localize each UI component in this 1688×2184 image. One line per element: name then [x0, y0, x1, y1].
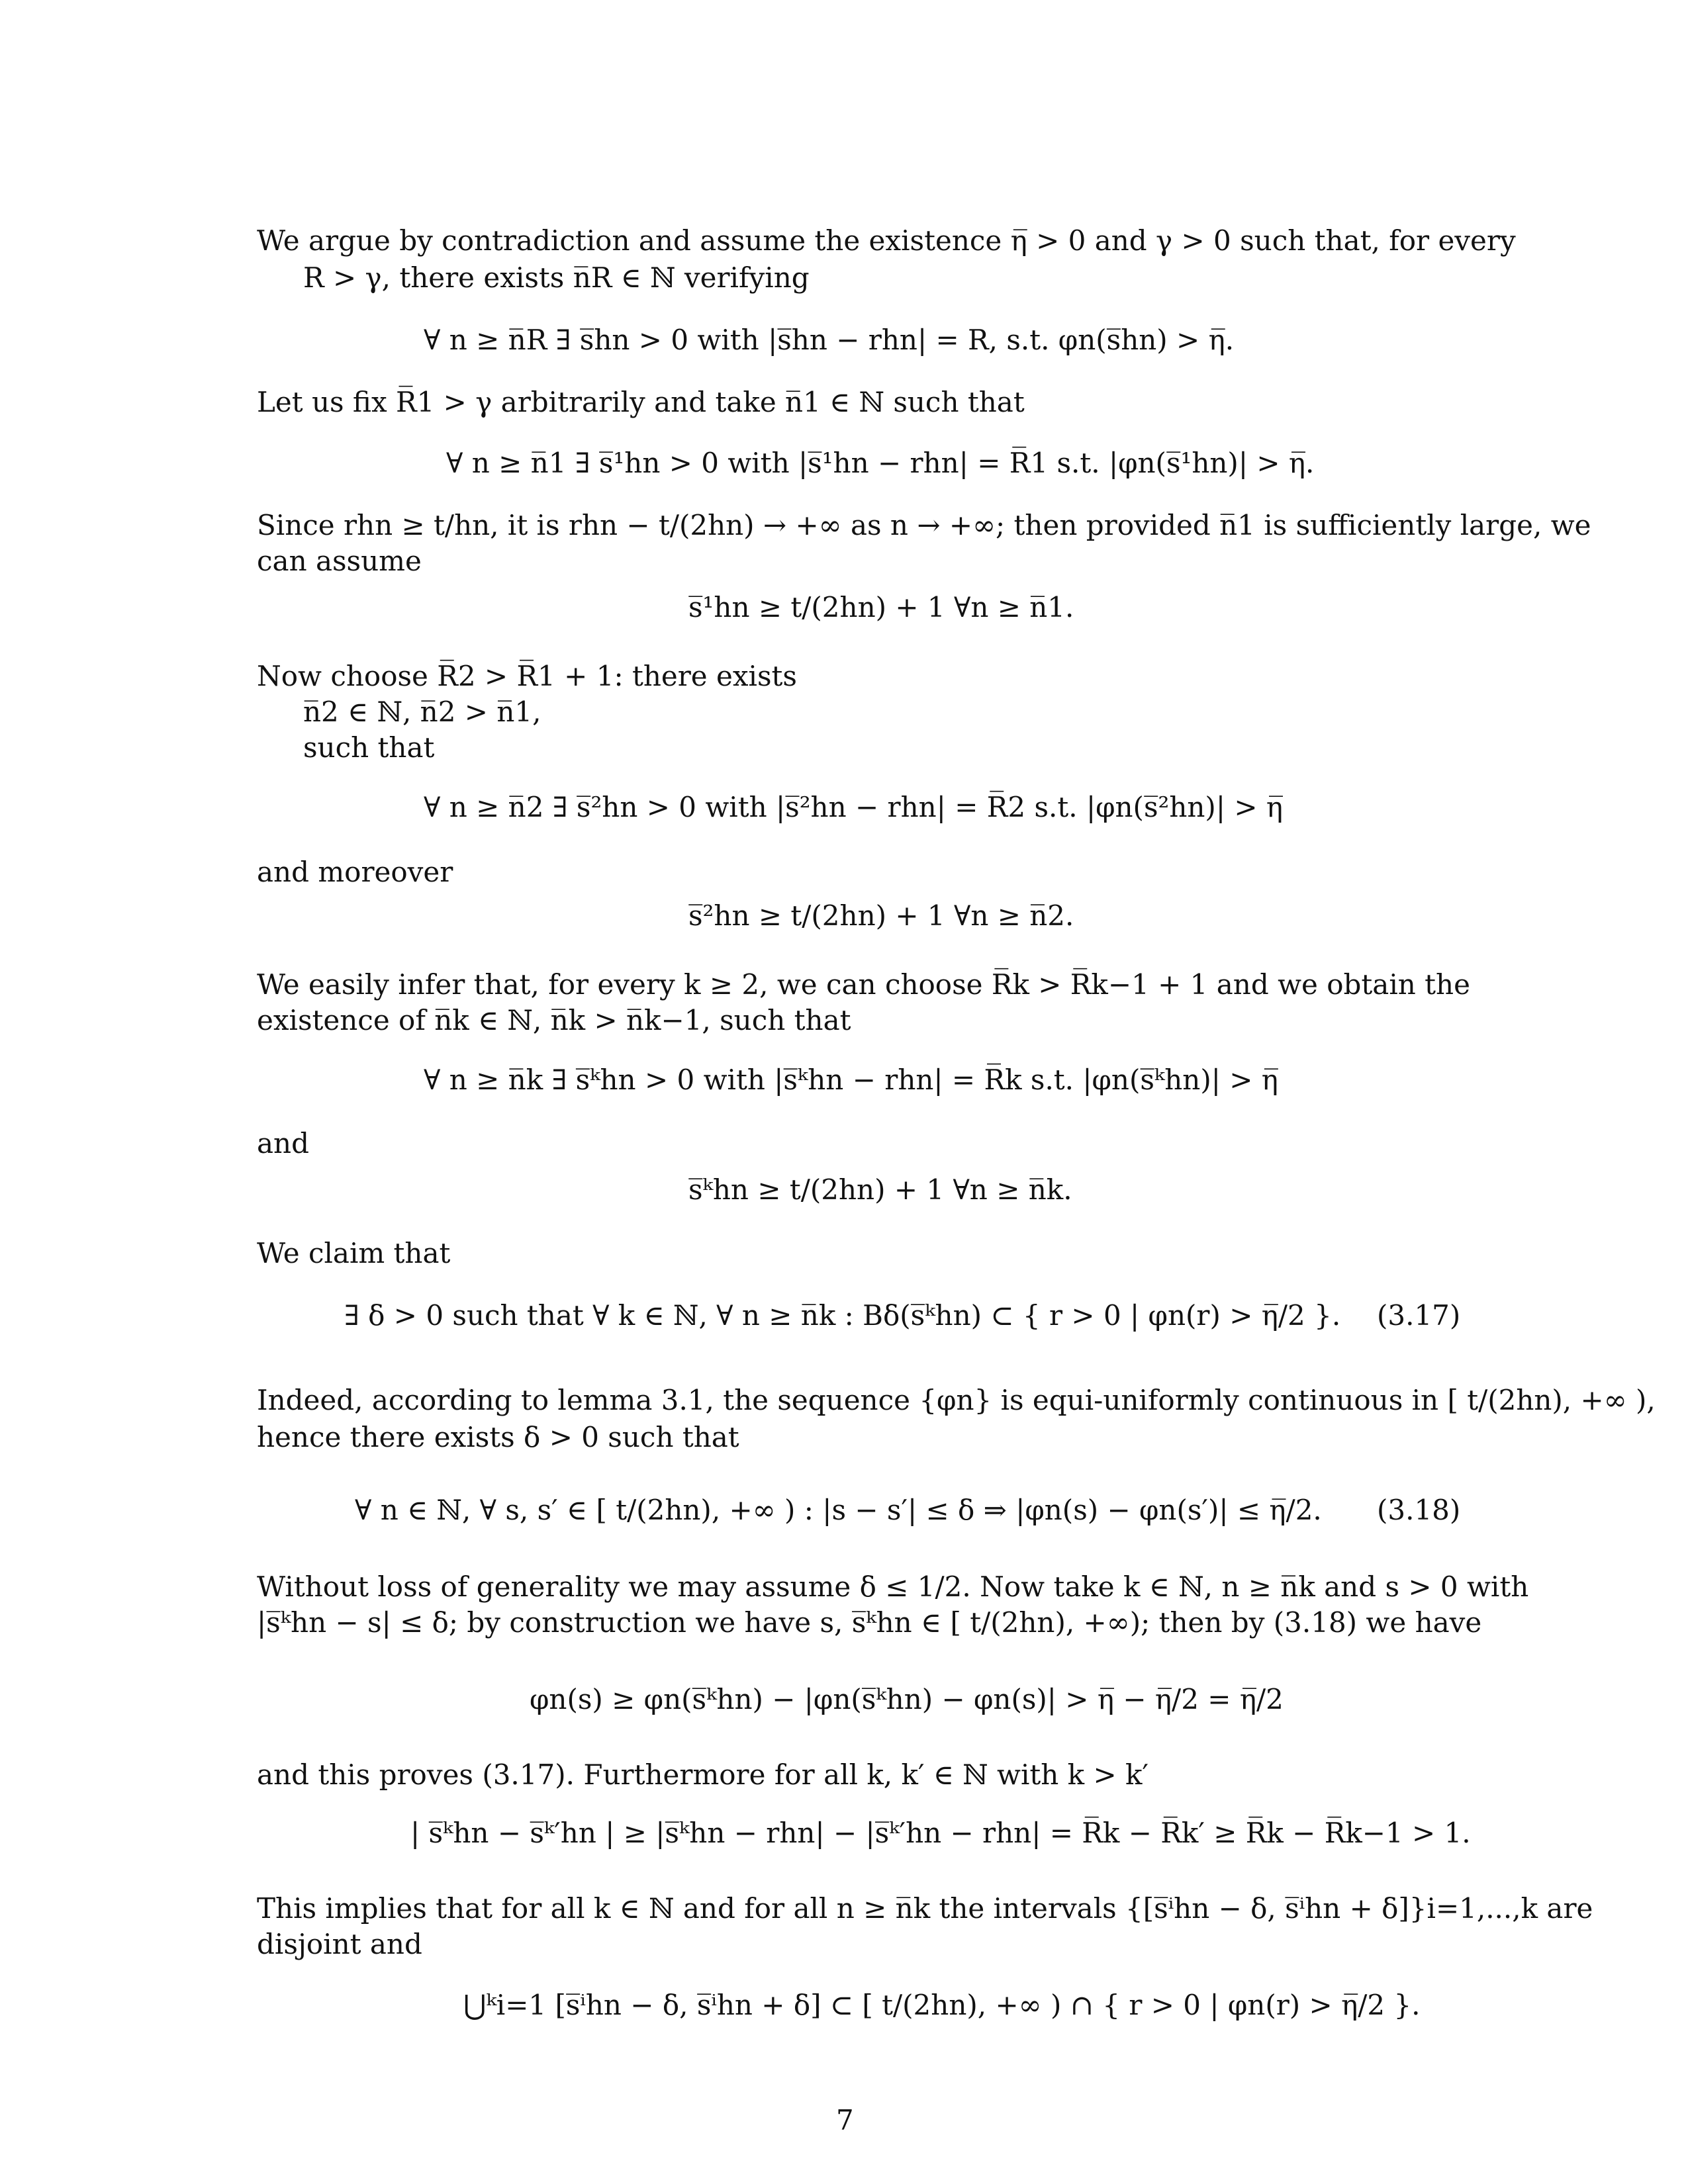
paragraph-line: We claim that [257, 1237, 451, 1269]
display-equation: s̅²hn ≥ t/(2hn) + 1 ∀n ≥ n̅2. [688, 899, 1074, 932]
paragraph-line: Without loss of generality we may assume δ ≤ 1/2. Now take k ∈ ℕ, n ≥ n̅k and s > 0 with [257, 1570, 1529, 1603]
paragraph-line: and [257, 1127, 309, 1160]
display-equation: φn(s) ≥ φn(s̅ᵏhn) − |φn(s̅ᵏhn) − φn(s)| > η̅ − η̅/2 = η̅/2 [530, 1683, 1284, 1715]
paragraph-line: disjoint and [257, 1928, 422, 1960]
display-equation: ∀ n ≥ n̅k ∃ s̅ᵏhn > 0 with |s̅ᵏhn − rhn| = R̅k s.t. |φn(s̅ᵏhn)| > η̅ [424, 1064, 1278, 1096]
display-equation: s̅ᵏhn ≥ t/(2hn) + 1 ∀n ≥ n̅k. [688, 1173, 1072, 1206]
display-equation: ∀ n ≥ n̅R ∃ s̅hn > 0 with |s̅hn − rhn| = R, s.t. φn(s̅hn) > η̅. [424, 324, 1235, 356]
paragraph-line: can assume [257, 545, 422, 577]
paragraph-line: We easily infer that, for every k ≥ 2, we can choose R̅k > R̅k−1 + 1 and we obtain the [257, 968, 1470, 1001]
paragraph-line: Since rhn ≥ t/hn, it is rhn − t/(2hn) → +∞ as n → +∞; then provided n̅1 is sufficiently large, we [257, 509, 1591, 541]
paragraph-line: such that [303, 731, 435, 764]
display-equation: s̅¹hn ≥ t/(2hn) + 1 ∀n ≥ n̅1. [688, 591, 1074, 623]
paragraph-line: R > γ, there exists n̅R ∈ ℕ verifying [303, 261, 810, 294]
page-number: 7 [836, 2104, 854, 2136]
display-equation: ∃ δ > 0 such that ∀ k ∈ ℕ, ∀ n ≥ n̅k : Bδ(s̅ᵏhn) ⊂ { r > 0 | φn(r) > η̅/2 }. [344, 1299, 1341, 1332]
display-equation: | s̅ᵏhn − s̅ᵏ′hn | ≥ |s̅ᵏhn − rhn| − |s̅ᵏ′hn − rhn| = R̅k − R̅k′ ≥ R̅k − R̅k−1 > 1. [410, 1817, 1471, 1849]
paragraph-line: Let us fix R̅1 > γ arbitrarily and take n̅1 ∈ ℕ such that [257, 386, 1025, 418]
display-equation: ∀ n ≥ n̅2 ∃ s̅²hn > 0 with |s̅²hn − rhn| = R̅2 s.t. |φn(s̅²hn)| > η̅ [424, 791, 1284, 823]
paragraph-line: Now choose R̅2 > R̅1 + 1: there exists [257, 660, 797, 692]
paragraph-line: and moreover [257, 856, 453, 888]
equation-number: (3.18) [1377, 1494, 1461, 1526]
paragraph-line: Indeed, according to lemma 3.1, the sequence {φn} is equi-uniformly continuous in [ t/(2hn), +∞ ), [257, 1384, 1656, 1416]
paragraph-line: n̅2 ∈ ℕ, n̅2 > n̅1, [303, 696, 541, 728]
display-equation: ∀ n ∈ ℕ, ∀ s, s′ ∈ [ t/(2hn), +∞ ) : |s − s′| ≤ δ ⇒ |φn(s) − φn(s′)| ≤ η̅/2. [355, 1494, 1322, 1526]
paragraph-line: |s̅ᵏhn − s| ≤ δ; by construction we have s, s̅ᵏhn ∈ [ t/(2hn), +∞); then by (3.18) we have [257, 1606, 1482, 1639]
paragraph-line: hence there exists δ > 0 such that [257, 1421, 739, 1453]
equation-number: (3.17) [1377, 1299, 1461, 1332]
display-equation: ∀ n ≥ n̅1 ∃ s̅¹hn > 0 with |s̅¹hn − rhn| = R̅1 s.t. |φn(s̅¹hn)| > η̅. [446, 447, 1315, 479]
display-equation: ⋃ᵏi=1 [s̅ⁱhn − δ, s̅ⁱhn + δ] ⊂ [ t/(2hn), +∞ ) ∩ { r > 0 | φn(r) > η̅/2 }. [463, 1989, 1421, 2021]
paragraph-line: We argue by contradiction and assume the existence η̅ > 0 and γ > 0 such that, for every [257, 224, 1516, 257]
paragraph-line: and this proves (3.17). Furthermore for all k, k′ ∈ ℕ with k > k′ [257, 1758, 1149, 1791]
paragraph-line: existence of n̅k ∈ ℕ, n̅k > n̅k−1, such that [257, 1004, 851, 1036]
paragraph-line: This implies that for all k ∈ ℕ and for all n ≥ n̅k the intervals {[s̅ⁱhn − δ, s̅ⁱhn + δ]}i=1,...,k are [257, 1892, 1593, 1925]
